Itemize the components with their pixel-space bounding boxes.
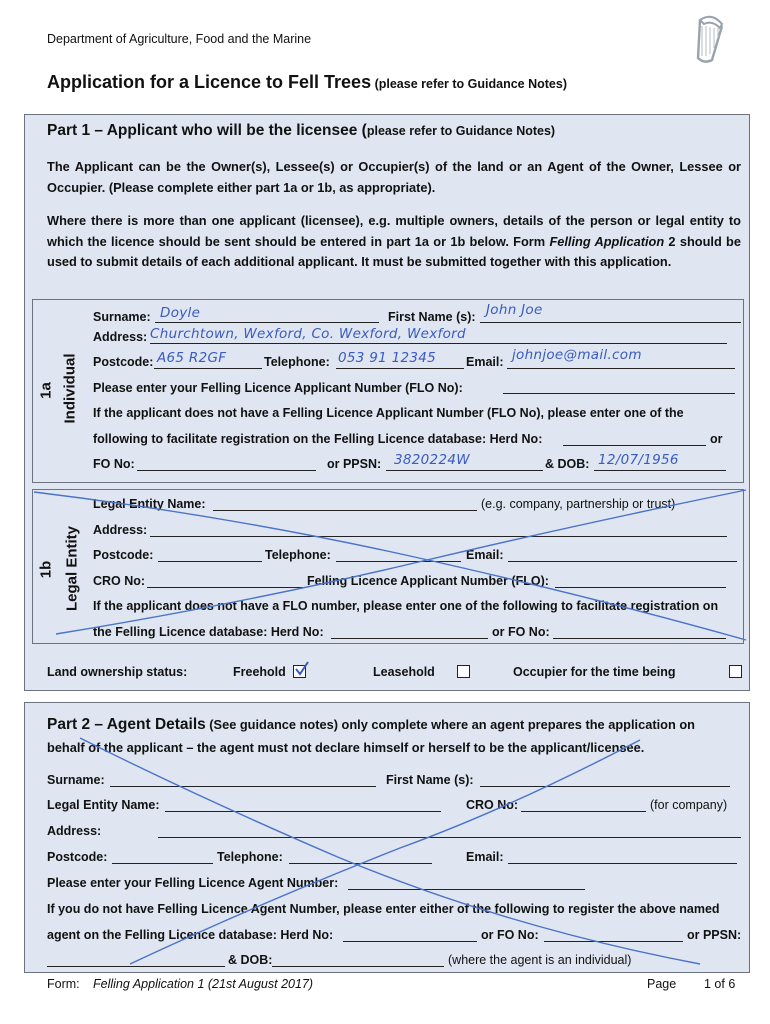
dob-line bbox=[594, 470, 726, 471]
ppsn-line bbox=[386, 470, 543, 471]
herd-no-field[interactable] bbox=[563, 445, 706, 446]
email-label: Email: bbox=[466, 355, 504, 369]
leasehold-checkbox[interactable] bbox=[457, 665, 470, 678]
part1b-label: Legal Entity bbox=[63, 526, 81, 612]
checkmark-icon bbox=[293, 660, 311, 678]
telephone-line bbox=[336, 368, 464, 369]
agent-dob-label: & DOB: bbox=[228, 953, 273, 967]
agent-note-line2a: agent on the Felling Licence database: Herd No: bbox=[47, 928, 334, 942]
part1-form-name: Felling Application bbox=[549, 233, 665, 249]
part1a-code: 1a bbox=[37, 382, 55, 399]
postcode-line bbox=[154, 368, 262, 369]
agent-email-label: Email: bbox=[466, 850, 504, 864]
agent-fo-label: or FO No: bbox=[481, 928, 539, 942]
part1-heading-note: please refer to Guidance Notes) bbox=[366, 124, 556, 138]
fo-no-field[interactable] bbox=[137, 470, 316, 471]
ppsn-label: or PPSN: bbox=[327, 457, 382, 471]
entity-postcode-label: Postcode: bbox=[93, 548, 154, 562]
entity-name-label: Legal Entity Name: bbox=[93, 497, 206, 511]
agent-address-label: Address: bbox=[47, 824, 102, 838]
entity-fo-label: or FO No: bbox=[492, 625, 550, 639]
part2-heading-text: Part 2 – Agent Details bbox=[47, 716, 206, 733]
surname-line bbox=[155, 322, 379, 323]
ownership-label: Land ownership status: bbox=[47, 665, 188, 679]
page-title bbox=[47, 72, 567, 93]
department-name: Department of Agriculture, Food and the Marine bbox=[47, 32, 312, 46]
agent-firstname-label: First Name (s): bbox=[386, 773, 474, 787]
surname-label: Surname: bbox=[93, 310, 151, 324]
email-field[interactable]: johnjoe@mail.com bbox=[512, 347, 642, 363]
harp-icon bbox=[690, 14, 728, 66]
flo-note-line1: If the applicant does not have a Felling Licence Applicant Number (FLO No), please enter one of the bbox=[93, 406, 684, 420]
fo-label: FO No: bbox=[93, 457, 135, 471]
agent-telephone-label: Telephone: bbox=[217, 850, 283, 864]
dob-field[interactable]: 12/07/1956 bbox=[598, 452, 679, 468]
agent-entity-label: Legal Entity Name: bbox=[47, 798, 160, 812]
firstname-label: First Name (s): bbox=[388, 310, 476, 324]
part1-instructions-2 bbox=[47, 211, 741, 273]
agent-surname-label: Surname: bbox=[47, 773, 105, 787]
entity-note-line1: If the applicant does not have a FLO number, please enter one of the following to facilitate registration on bbox=[93, 599, 719, 613]
postcode-field[interactable]: A65 R2GF bbox=[157, 350, 227, 366]
postcode-label: Postcode: bbox=[93, 355, 154, 369]
herd-or-text: or bbox=[710, 432, 723, 446]
agent-dob-hint: (where the agent is an individual) bbox=[448, 953, 632, 967]
agent-cro-hint: (for company) bbox=[650, 798, 728, 812]
agent-note-line1: If you do not have Felling Licence Agent Number, please enter either of the following to register the above named bbox=[47, 902, 720, 916]
part2-crossout bbox=[40, 728, 740, 973]
address-field[interactable]: Churchtown, Wexford, Co. Wexford, Wexford bbox=[150, 326, 466, 342]
firstname-line bbox=[480, 322, 741, 323]
leasehold-label: Leasehold bbox=[373, 665, 435, 679]
part1-instructions-1: The Applicant can be the Owner(s), Lessee(s) or Occupier(s) of the land or an Agent of the Owner, Lessee or Occupier. (Please complete either part 1a or 1b, as appropriate). bbox=[47, 159, 741, 195]
part1-heading-text: Part 1 – Applicant who will be the licensee ( bbox=[47, 122, 367, 139]
agent-ppsn-label: or PPSN: bbox=[687, 928, 742, 942]
footer-page-number: 1 of 6 bbox=[704, 977, 736, 991]
telephone-field[interactable]: 053 91 12345 bbox=[338, 350, 437, 366]
entity-email-label: Email: bbox=[466, 548, 504, 562]
agent-cro-label: CRO No: bbox=[466, 798, 519, 812]
entity-flo-label: Felling Licence Applicant Number (FLO): bbox=[307, 574, 549, 588]
dob-label: & DOB: bbox=[545, 457, 590, 471]
part1b-code: 1b bbox=[37, 560, 55, 579]
occupier-checkbox[interactable] bbox=[729, 665, 742, 678]
freehold-label: Freehold bbox=[233, 665, 286, 679]
part1-instructions-2b: 2 should be used to submit details of each additional applicant. It must be submitted together with this application. bbox=[47, 233, 741, 269]
entity-address-label: Address: bbox=[93, 523, 148, 537]
surname-field[interactable]: Doyle bbox=[160, 305, 201, 321]
flo-number-field[interactable] bbox=[503, 393, 735, 394]
page-title-note: (please refer to Guidance Notes) bbox=[374, 77, 567, 91]
address-label: Address: bbox=[93, 330, 148, 344]
occupier-label: Occupier for the time being bbox=[513, 665, 676, 679]
entity-telephone-label: Telephone: bbox=[265, 548, 331, 562]
part1-heading bbox=[47, 122, 555, 140]
cro-label: CRO No: bbox=[93, 574, 146, 588]
telephone-label: Telephone: bbox=[264, 355, 330, 369]
part2-heading-note: (See guidance notes) only complete where an agent prepares the application on bbox=[209, 717, 695, 732]
part2-heading-line2: behalf of the applicant – the agent must not declare himself or herself to be the applicant/licensee. bbox=[47, 740, 645, 755]
agent-postcode-label: Postcode: bbox=[47, 850, 108, 864]
footer-form-label: Form: bbox=[47, 977, 80, 991]
page-title-text: Application for a Licence to Fell Trees bbox=[47, 72, 372, 92]
footer-page-label: Page bbox=[647, 977, 677, 991]
agent-number-label: Please enter your Felling Licence Agent Number: bbox=[47, 876, 339, 890]
part1b-crossout bbox=[30, 486, 750, 646]
flo-note-line2: following to facilitate registration on the Felling Licence database: Herd No: bbox=[93, 432, 543, 446]
entity-name-hint: (e.g. company, partnership or trust) bbox=[481, 497, 676, 511]
firstname-field[interactable]: John Joe bbox=[486, 302, 543, 318]
entity-note-line2: the Felling Licence database: Herd No: bbox=[93, 625, 324, 639]
ppsn-field[interactable]: 3820224W bbox=[394, 452, 470, 468]
email-line bbox=[507, 368, 735, 369]
flo-prompt: Please enter your Felling Licence Applicant Number (FLO No): bbox=[93, 381, 463, 395]
footer-form-name: Felling Application 1 (21st August 2017) bbox=[93, 977, 314, 991]
part1a-label: Individual bbox=[61, 353, 79, 424]
part1-instructions-2a: Where there is more than one applicant (licensee), e.g. multiple owners, details of the person or legal entity to which the licence should be sent should be entered in part 1a or 1b below. Form bbox=[47, 213, 741, 249]
address-line bbox=[150, 343, 727, 344]
